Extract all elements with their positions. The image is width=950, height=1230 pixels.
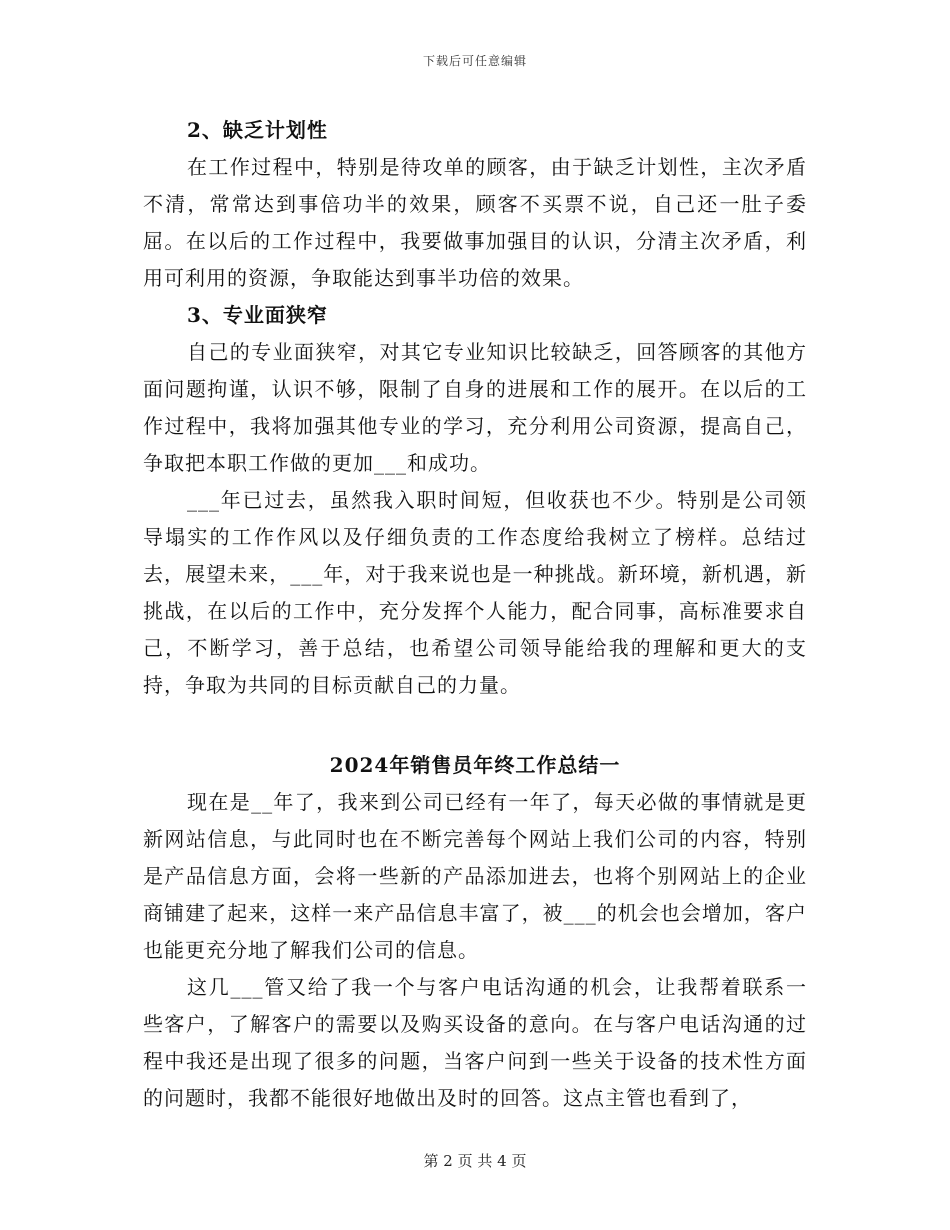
- paragraph: 在工作过程中，特别是待攻单的顾客，由于缺乏计划性，主次矛盾不清，常常达到事倍功半的效果，顾客不买票不说，自己还一肚子委屈。在以后的工作过程中，我要做事加强目的认识，分清主次矛盾，利用可利用的资源，争取能达到事半功倍的效果。: [143, 155, 807, 290]
- article: [143, 747, 807, 1117]
- section-heading: 3、专业面狭窄: [187, 303, 328, 327]
- section-expertise: [143, 297, 807, 704]
- header-note: 下载后可任意编辑: [422, 54, 527, 68]
- page-number: 第 2 页 共 4 页: [423, 1152, 527, 1170]
- document-body: [143, 112, 807, 1117]
- section-planning: [143, 112, 807, 297]
- section-heading: 2、缺乏计划性: [187, 118, 328, 142]
- paragraph: 这几___管又给了我一个与客户电话沟通的机会，让我帮着联系一些客户，了解客户的需要以及购买设备的意向。在与客户电话沟通的过程中我还是出现了很多的问题，当客户问到一些关于设备的技术性方面的问题时，我都不能很好地做出及时的回答。这点主管也看到了，: [143, 975, 807, 1110]
- paragraph: ___年已过去，虽然我入职时间短，但收获也不少。特别是公司领导塌实的工作作风以及仔细负责的工作态度给我树立了榜样。总结过去，展望未来，___年，对于我来说也是一种挑战。新环境，新机遇，新挑战，在以后的工作中，充分发挥个人能力，配合同事，高标准要求自己，不断学习，善于总结，也希望公司领导能给我的理解和更大的支持，争取为共同的目标贡献自己的力量。: [143, 488, 807, 697]
- paragraph: 现在是__年了，我来到公司已经有一年了，每天必做的事情就是更新网站信息，与此同时也在不断完善每个网站上我们公司的内容，特别是产品信息方面，会将一些新的产品添加进去，也将个别网站上的企业商铺建了起来，这样一来产品信息丰富了，被___的机会也会增加，客户也能更充分地了解我们公司的信息。: [143, 790, 807, 962]
- article-title: 2024年销售员年终工作总结一: [329, 753, 621, 777]
- paragraph: 自己的专业面狭窄，对其它专业知识比较缺乏，回答顾客的其他方面问题拘谨，认识不够，限制了自身的进展和工作的展开。在以后的工作过程中，我将加强其他专业的学习，充分利用公司资源，提高自己，争取把本职工作做的更加___和成功。: [143, 340, 807, 475]
